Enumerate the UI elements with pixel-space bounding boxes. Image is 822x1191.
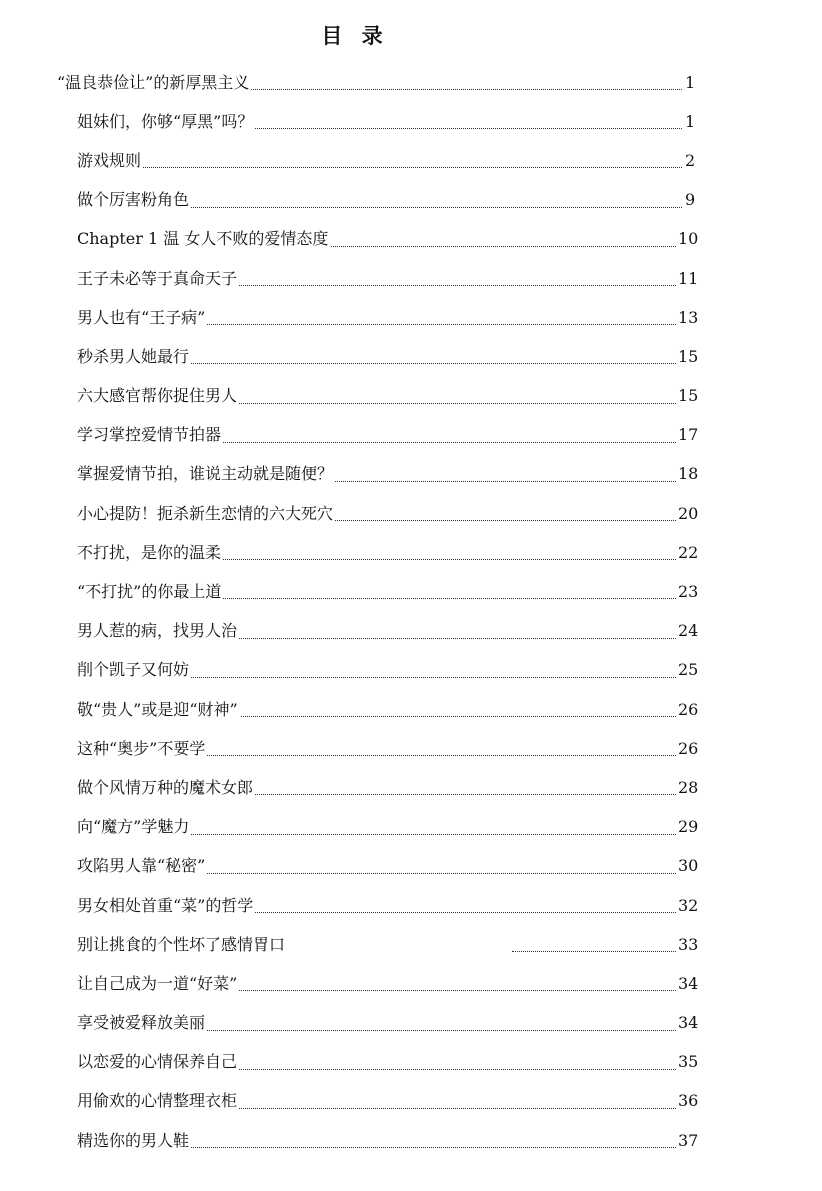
toc-entry[interactable] <box>0 729 822 768</box>
toc-entry[interactable] <box>0 533 822 572</box>
toc-entry-label: 精选你的男人鞋 <box>77 1130 190 1150</box>
toc-entry-page: 20 <box>678 503 699 523</box>
toc-entry[interactable] <box>0 377 822 416</box>
toc-entry[interactable] <box>0 1004 822 1043</box>
toc-entry-page: 28 <box>678 777 699 797</box>
toc-entry-label: 姐妹们，你够“厚黑”吗？ <box>77 111 254 131</box>
toc-entry-label: 不打扰，是你的温柔 <box>77 542 222 562</box>
toc-entry-label: 向“魔方”学魅力 <box>77 817 190 837</box>
toc-entry[interactable] <box>0 102 822 141</box>
toc-entry-label: 男女相处首重“菜”的哲学 <box>77 895 254 915</box>
toc-entry-label: “温良恭俭让”的新厚黑主义 <box>57 72 250 92</box>
toc-entry-page: 13 <box>678 307 699 327</box>
toc-entry[interactable] <box>0 768 822 807</box>
toc-entry-label: 让自己成为一道“好菜” <box>77 973 238 993</box>
dot-leader <box>77 167 682 168</box>
toc-entry-page: 15 <box>678 386 699 406</box>
dot-leader <box>512 951 682 952</box>
toc-entry-page: 10 <box>678 229 699 249</box>
toc-entry-page: 34 <box>678 1013 699 1033</box>
toc-entry[interactable] <box>0 141 822 180</box>
toc-entry-label: 掌握爱情节拍，谁说主动就是随便？ <box>77 464 334 484</box>
toc-entry-page: 30 <box>678 856 699 876</box>
toc-entry-page: 1 <box>684 73 705 93</box>
toc-entry-page: 25 <box>678 660 699 680</box>
toc-entry-page: 2 <box>684 151 705 171</box>
toc-entry-page: 22 <box>678 542 699 562</box>
toc-entry-page: 15 <box>678 346 699 366</box>
toc-entry-page: 11 <box>678 268 699 288</box>
toc-entry-label: 攻陷男人靠“秘密” <box>77 856 206 876</box>
toc-entry-page: 29 <box>678 817 699 837</box>
toc-entry-page: 18 <box>678 464 699 484</box>
toc-entry[interactable] <box>0 416 822 455</box>
toc-entry[interactable] <box>0 298 822 337</box>
toc-entry[interactable] <box>0 337 822 376</box>
toc-entry-label: 用偷欢的心情整理衣柜 <box>77 1091 238 1111</box>
toc-entry-label: 男人惹的病，找男人治 <box>77 621 238 641</box>
toc-entry-label: 王子未必等于真命天子 <box>77 268 238 288</box>
toc-entry-page: 32 <box>678 895 699 915</box>
toc-entry-label: 敬“贵人”或是迎“财神” <box>77 699 238 719</box>
toc-entry-label: “不打扰”的你最上道 <box>77 582 222 602</box>
toc-entry-page: 26 <box>678 699 699 719</box>
toc-entry[interactable] <box>0 455 822 494</box>
toc-entry-label: 小心提防！扼杀新生恋情的六大死穴 <box>77 503 334 523</box>
toc-entry-page: 26 <box>678 738 699 758</box>
toc-entry[interactable] <box>0 1082 822 1121</box>
toc-entry-page: 24 <box>678 621 699 641</box>
toc-entry-label: 学习掌控爱情节拍器 <box>77 425 222 445</box>
toc-entry-label: Chapter 1 温 女人不败的爱情态度 <box>77 229 329 249</box>
toc-entry-page: 9 <box>684 190 705 210</box>
toc-entry-label: 享受被爱释放美丽 <box>77 1013 206 1033</box>
toc-entry[interactable] <box>0 494 822 533</box>
toc-entry-label: 六大感官帮你捉住男人 <box>77 386 238 406</box>
toc-entry-page: 23 <box>678 582 699 602</box>
toc-entry[interactable] <box>0 63 822 102</box>
toc-entry-label: 游戏规则 <box>77 150 142 170</box>
toc-entry[interactable] <box>0 572 822 611</box>
toc-entry-page: 35 <box>678 1052 699 1072</box>
toc-entry-label: 这种“奥步”不要学 <box>77 738 206 758</box>
toc-entry[interactable] <box>0 220 822 259</box>
toc-entry[interactable] <box>0 847 822 886</box>
toc-entry-label: 秒杀男人她最行 <box>77 346 190 366</box>
toc-entry-label: 以恋爱的心情保养自己 <box>77 1052 238 1072</box>
toc-list <box>0 63 822 1160</box>
toc-entry[interactable] <box>0 259 822 298</box>
toc-entry-page: 17 <box>678 425 699 445</box>
toc-entry[interactable] <box>0 1121 822 1160</box>
toc-entry[interactable] <box>0 651 822 690</box>
toc-entry[interactable] <box>0 181 822 220</box>
toc-entry-page: 33 <box>678 934 699 954</box>
toc-entry[interactable] <box>0 612 822 651</box>
toc-entry[interactable] <box>0 1043 822 1082</box>
toc-entry-label: 男人也有“王子病” <box>77 307 206 327</box>
toc-title: 目 录 <box>321 24 389 48</box>
toc-entry-label: 做个风情万种的魔术女郎 <box>77 777 254 797</box>
toc-entry-label: 做个厉害粉角色 <box>77 190 190 210</box>
toc-entry-label: 削个凯子又何妨 <box>77 660 190 680</box>
toc-entry[interactable] <box>0 690 822 729</box>
toc-entry[interactable] <box>0 886 822 925</box>
toc-entry[interactable] <box>0 925 822 964</box>
toc-entry-page: 36 <box>678 1091 699 1111</box>
toc-entry-label: 别让挑食的个性坏了感情胃口 <box>77 934 286 954</box>
toc-entry-page: 34 <box>678 973 699 993</box>
toc-entry-page: 37 <box>678 1130 699 1150</box>
toc-entry-page: 1 <box>684 112 705 132</box>
toc-entry[interactable] <box>0 808 822 847</box>
toc-entry[interactable] <box>0 964 822 1003</box>
